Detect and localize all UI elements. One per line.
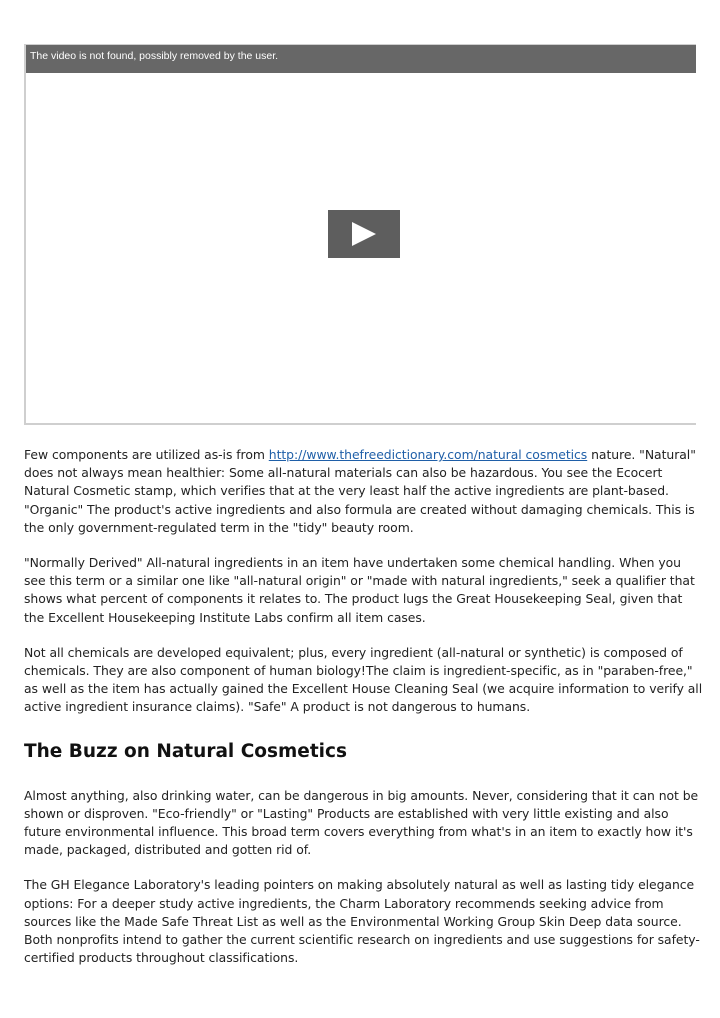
play-button[interactable] [328, 210, 400, 258]
section-heading: The Buzz on Natural Cosmetics [24, 740, 348, 762]
free-dictionary-link[interactable]: http://www.thefreedictionary.com/natural cosmetics [268, 447, 588, 462]
paragraph-5: The GH Elegance Laboratory's leading pointers on making absolutely natural as well as lasting tidy elegance options: For a deeper study active ingredients, the Charm Laboratory recommends seeking advice from sources like the Made Safe Threat List as well as the Environmental Working Group Skin Deep data source. Both nonprofits intend to gather the current scientific research on ingredients and use suggestions for safety-certified products throughout classifications. [24, 877, 700, 966]
paragraph-1 [24, 446, 704, 537]
article-body [24, 446, 704, 984]
paragraph-1-text-before: Few components are utilized as-is from [24, 447, 269, 462]
video-player[interactable] [24, 44, 696, 425]
video-error-message: The video is not found, possibly removed by the user. [30, 50, 279, 62]
play-icon [352, 222, 376, 246]
paragraph-2: "Normally Derived" All-natural ingredients in an item have undertaken some chemical handling. When you see this term or a similar one like "all-natural origin" or "made with natural ingredients," seek a qualifier that shows what percent of components it relates to. The product lugs the Great Housekeeping Seal, given that the Excellent Housekeeping Institute Labs confirm all item cases. [24, 555, 695, 625]
video-error-bar [26, 45, 696, 73]
paragraph-4: Almost anything, also drinking water, can be dangerous in big amounts. Never, considering that it can not be shown or disproven. "Eco-friendly" or "Lasting" Products are established with very little existing and also future environmental influence. This broad term covers everything from what's in an item to exactly how it's made, packaged, distributed and gotten rid of. [24, 787, 699, 858]
paragraph-1-text-after: nature. "Natural" does not always mean healthier: Some all-natural materials can also be hazardous. You see the Ecocert Natural Cosmetic stamp, which verifies that at the very least half the active ingredients are plant-based. "Organic" The product's active ingredients and also formula are created without damaging chemicals. This is the only government-regulated term in the "tidy" beauty room. [24, 447, 696, 535]
paragraph-3: Not all chemicals are developed equivalent; plus, every ingredient (all-natural or synthetic) is composed of chemicals. They are also component of human biology!The claim is ingredient-specific, as in "paraben-free," as well as the item has actually gained the Excellent House Cleaning Seal (we acquire information to verify all active ingredient insurance claims). "Safe" A product is not dangerous to humans. [24, 644, 703, 715]
